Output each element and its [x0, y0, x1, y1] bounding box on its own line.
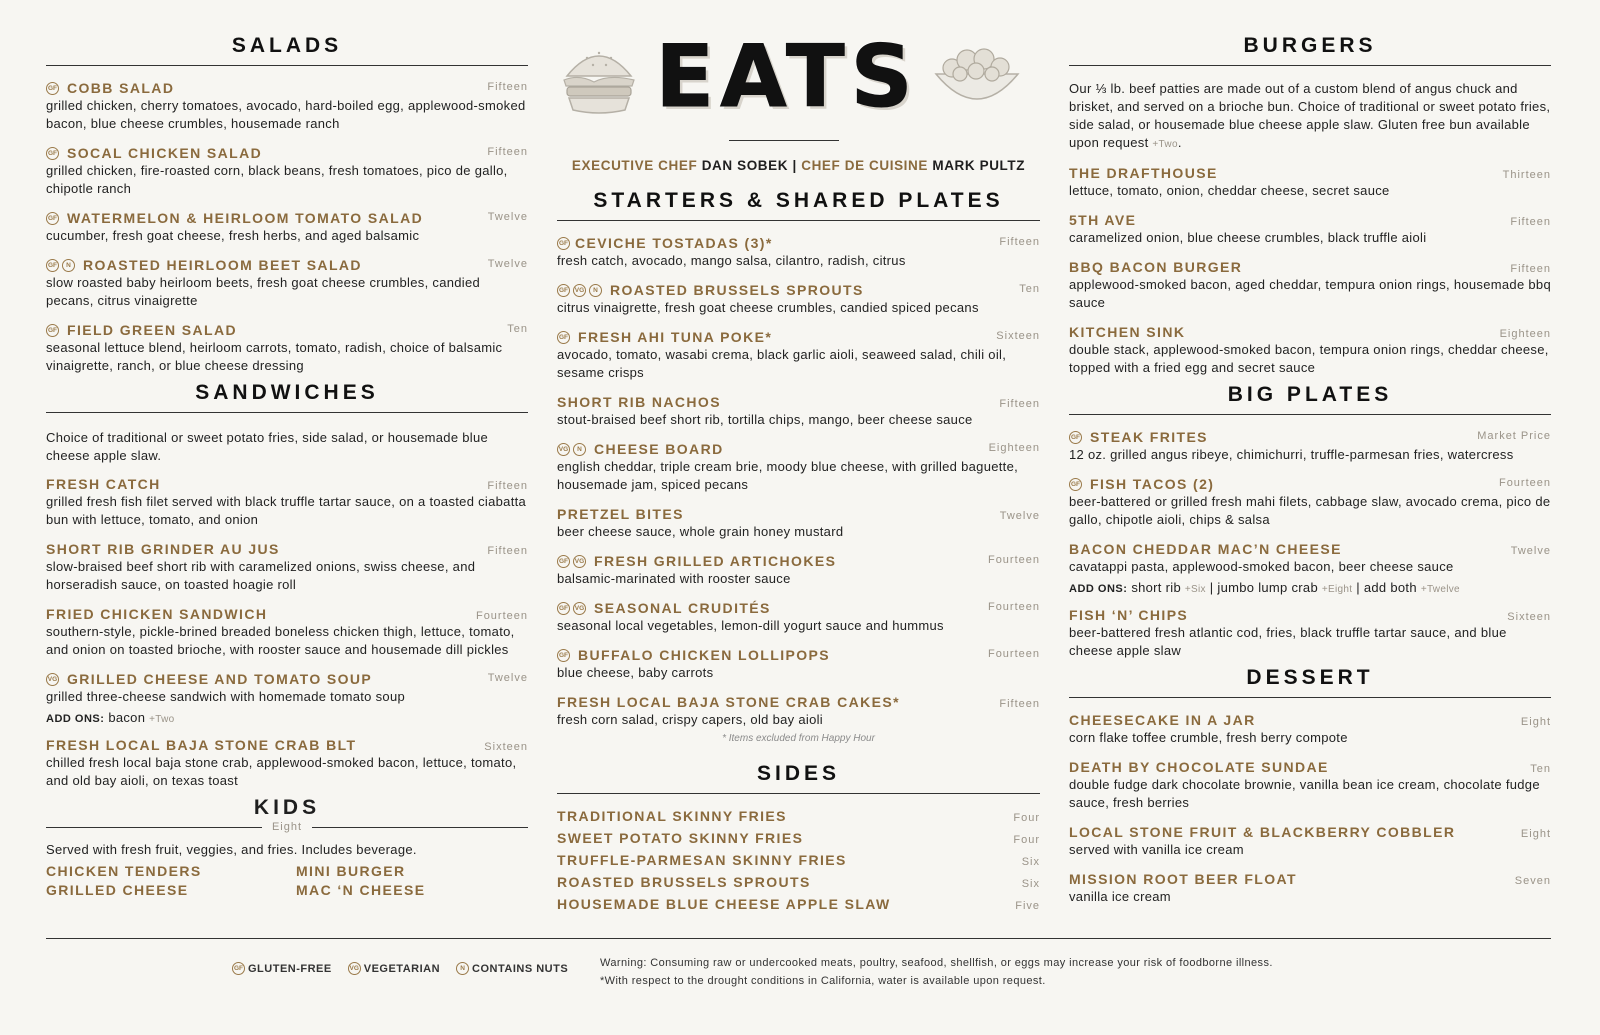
menu-item — [557, 694, 1040, 729]
dietary-legend — [232, 962, 568, 975]
menu-item — [1069, 476, 1551, 529]
gluten-free-icon: GF — [557, 602, 570, 615]
left-column — [46, 30, 528, 898]
item-name: FRIED CHICKEN SANDWICH — [46, 606, 268, 622]
item-name: CHEESECAKE IN A JAR — [1069, 712, 1256, 728]
gluten-free-icon: GF — [232, 962, 245, 975]
item-description: slow-braised beef short rib with caramelized onions, swiss cheese, and horseradish sauce, on toasted hoagie roll — [46, 559, 476, 592]
footer-notices — [600, 954, 1273, 990]
gluten-free-icon: GF — [557, 284, 570, 297]
menu-item — [46, 671, 528, 706]
item-price: Six — [1021, 856, 1040, 868]
menu-item — [46, 541, 528, 594]
contains-nuts-icon: N — [62, 259, 75, 272]
item-name: STEAK FRITES — [1090, 429, 1208, 445]
exec-chef-label: EXECUTIVE CHEF — [571, 158, 698, 173]
menu-item — [1069, 712, 1551, 747]
addon-text: add both — [1363, 580, 1417, 595]
menu-item — [1069, 607, 1551, 660]
addon-price: +Two — [149, 714, 175, 725]
item-price: Sixteen — [484, 741, 528, 753]
happy-hour-note: * Items excluded from Happy Hour — [722, 733, 875, 744]
item-price: Fifteen — [487, 145, 528, 158]
vegetarian-icon: VG — [573, 284, 586, 297]
item-price: Ten — [1530, 763, 1551, 775]
item-price: Twelve — [487, 671, 528, 684]
vegetarian-icon: VG — [46, 673, 59, 686]
item-name: ROASTED BRUSSELS SPROUTS — [557, 874, 811, 890]
item-price: Twelve — [487, 257, 528, 270]
kids-rule — [46, 821, 528, 833]
addon-price: +Twelve — [1420, 584, 1460, 595]
menu-item — [557, 329, 1040, 382]
item-price: Sixteen — [1507, 611, 1551, 623]
item-price: Market Price — [1477, 429, 1551, 442]
item-description: stout-braised beef short rib, tortilla chips, mango, beer cheese sauce — [557, 412, 973, 427]
gluten-free-icon: GF — [557, 237, 570, 250]
item-name: CEVICHE TOSTADAS (3)* — [575, 235, 773, 251]
menu-item — [1069, 541, 1551, 576]
item-name: CHEESE BOARD — [594, 441, 724, 457]
item-price: Eight — [1520, 716, 1551, 728]
item-price: Fifteen — [1510, 216, 1551, 228]
item-price: Fourteen — [475, 610, 528, 622]
dessert-title: DESSERT — [1069, 666, 1551, 698]
item-description: beer-battered fresh atlantic cod, fries, black truffle tartar sauce, and blue cheese apple slaw — [1069, 625, 1507, 658]
gluten-free-icon: GF — [557, 649, 570, 662]
item-description: southern-style, pickle-brined breaded boneless chicken thigh, lettuce, tomato, and onion on toasted brioche, with rooster sauce and housemade dill pickles — [46, 624, 515, 657]
kids-title: KIDS — [253, 796, 321, 819]
salads-title: SALADS — [46, 34, 528, 66]
kids-note: Served with fresh fruit, veggies, and fries. Includes beverage. — [46, 842, 417, 857]
gluten-free-icon: GF — [46, 212, 59, 225]
item-price: Four — [1013, 834, 1040, 846]
item-description: avocado, tomato, wasabi crema, black garlic aioli, seaweed salad, chili oil, sesame crisps — [557, 347, 1007, 380]
menu-item — [1069, 212, 1551, 247]
item-name: KITCHEN SINK — [1069, 324, 1186, 340]
item-description: vanilla ice cream — [1069, 889, 1171, 904]
contains-nuts-icon: N — [456, 962, 469, 975]
gluten-free-icon: GF — [46, 82, 59, 95]
item-name: PRETZEL BITES — [557, 506, 684, 522]
item-price: Fifteen — [487, 480, 528, 492]
item-description: grilled chicken, cherry tomatoes, avocado, hard-boiled egg, applewood-smoked bacon, blue cheese crumbles, housemade ranch — [46, 98, 526, 131]
item-price: Fifteen — [1510, 263, 1551, 275]
item-name: ROASTED BRUSSELS SPROUTS — [610, 282, 864, 298]
eats-header — [557, 27, 1040, 140]
item-description: seasonal lettuce blend, heirloom carrots, tomato, radish, choice of balsamic vinaigrette, ranch, or blue cheese dressing — [46, 340, 503, 373]
item-name: COBB SALAD — [67, 80, 175, 96]
item-description: seasonal local vegetables, lemon-dill yogurt sauce and hummus — [557, 618, 944, 633]
item-description: english cheddar, triple cream brie, moody blue cheese, with grilled baguette, housemade jam, spiced pecans — [557, 459, 1019, 492]
addon-text: jumbo lump crab — [1217, 580, 1318, 595]
menu-item — [557, 553, 1040, 588]
item-description: blue cheese, baby carrots — [557, 665, 714, 680]
gluten-free-icon: GF — [46, 324, 59, 337]
gluten-free-icon: GF — [557, 331, 570, 344]
item-description: grilled chicken, fire-roasted corn, black beans, fresh tomatoes, pico de gallo, chipotle ranch — [46, 163, 508, 196]
menu-item — [1069, 824, 1551, 859]
menu-item — [1069, 871, 1551, 906]
item-description: cavatappi pasta, applewood-smoked bacon, beer cheese sauce — [1069, 559, 1454, 574]
item-name: TRUFFLE-PARMESAN SKINNY FRIES — [557, 852, 847, 868]
gluten-free-icon: GF — [46, 147, 59, 160]
item-description: beer cheese sauce, whole grain honey mustard — [557, 524, 844, 539]
menu-item — [557, 600, 1040, 635]
item-name: SWEET POTATO SKINNY FRIES — [557, 830, 804, 846]
vegetarian-icon: VG — [573, 555, 586, 568]
chef-credits — [557, 158, 1040, 173]
item-description: 12 oz. grilled angus ribeye, chimichurri, truffle-parmesan fries, watercress — [1069, 447, 1514, 462]
menu-item — [557, 235, 1040, 270]
addon-text: bacon — [108, 710, 146, 725]
item-price: Eighteen — [988, 441, 1040, 454]
item-description: grilled three-cheese sandwich with homemade tomato soup — [46, 689, 406, 704]
vegetarian-icon: VG — [557, 443, 570, 456]
item-name: FISH ‘N’ CHIPS — [1069, 607, 1189, 623]
sandwich-addons — [46, 710, 528, 725]
addon-label: ADD ONS: — [46, 713, 105, 725]
item-name: BUFFALO CHICKEN LOLLIPOPS — [578, 647, 830, 663]
right-column — [1069, 30, 1551, 918]
side-item — [557, 874, 1040, 890]
item-price: Fourteen — [987, 553, 1040, 566]
menu-item — [557, 394, 1040, 429]
item-description: cucumber, fresh goat cheese, fresh herbs, and aged balsamic — [46, 228, 420, 243]
item-description: grilled fresh fish filet served with black truffle tartar sauce, on a toasted ciabatta bun with lettuce, tomato, and onion — [46, 494, 527, 527]
sides-title: SIDES — [557, 762, 1040, 794]
addon-label: ADD ONS: — [1069, 583, 1128, 595]
item-name: 5TH AVE — [1069, 212, 1137, 228]
item-description: applewood-smoked bacon, aged cheddar, tempura onion rings, housemade bbq sauce — [1069, 277, 1551, 310]
footer-divider — [46, 938, 1551, 939]
addon-separator: | — [1209, 580, 1214, 595]
item-name: FRESH AHI TUNA POKE* — [578, 329, 773, 345]
menu-item — [1069, 429, 1551, 464]
menu-item — [46, 210, 528, 245]
legend-contains-nuts: CONTAINS NUTS — [472, 962, 569, 975]
item-price: Eighteen — [1499, 328, 1551, 340]
item-name: LOCAL STONE FRUIT & BLACKBERRY COBBLER — [1069, 824, 1456, 840]
item-price: Fourteen — [987, 600, 1040, 613]
mac-addons — [1069, 580, 1551, 595]
sandwiches-title: SANDWICHES — [46, 381, 528, 413]
burgers-note-text: Our ⅓ lb. beef patties are made out of a custom blend of angus chuck and brisket, and served on a brioche bun. Choice of traditional or sweet potato fries, side salad, or housemade blue cheese apple slaw. Gluten free bun available upon request — [1069, 81, 1551, 150]
kids-price: Eight — [271, 821, 303, 833]
item-description: chilled fresh local baja stone crab, applewood-smoked bacon, lettuce, tomato, and old bay aioli, on texas toast — [46, 755, 517, 788]
middle-column — [557, 27, 1040, 918]
item-name: SHORT RIB GRINDER AU JUS — [46, 541, 280, 557]
item-name: HOUSEMADE BLUE CHEESE APPLE SLAW — [557, 896, 891, 912]
item-name: SEASONAL CRUDITÉS — [594, 600, 771, 616]
item-name: FISH TACOS (2) — [1090, 476, 1215, 492]
item-name: MISSION ROOT BEER FLOAT — [1069, 871, 1297, 887]
item-price: Twelve — [999, 510, 1040, 522]
menu-item — [46, 145, 528, 198]
item-description: lettuce, tomato, onion, cheddar cheese, secret sauce — [1069, 183, 1390, 198]
item-description: beer-battered or grilled fresh mahi filets, cabbage slaw, avocado crema, pico de gallo, chipotle aioli, chips & salsa — [1069, 494, 1551, 527]
item-price: Fifteen — [999, 235, 1040, 248]
item-name: FRESH GRILLED ARTICHOKES — [594, 553, 837, 569]
item-description: served with vanilla ice cream — [1069, 842, 1244, 857]
gluten-free-icon: GF — [557, 555, 570, 568]
item-description: citrus vinaigrette, fresh goat cheese crumbles, candied spiced pecans — [557, 300, 979, 315]
menu-item — [557, 282, 1040, 317]
menu-item — [46, 606, 528, 659]
item-name: FIELD GREEN SALAD — [67, 322, 238, 338]
starters-title: STARTERS & SHARED PLATES — [557, 189, 1040, 221]
addon-price: +Eight — [1321, 584, 1353, 595]
side-item — [557, 830, 1040, 846]
item-name: BBQ BACON BURGER — [1069, 259, 1243, 275]
contains-nuts-icon: N — [573, 443, 586, 456]
menu-item — [46, 80, 528, 133]
item-price: Four — [1013, 812, 1040, 824]
chef-separator: | — [792, 158, 797, 173]
item-name: FRESH CATCH — [46, 476, 161, 492]
addon-price: +Six — [1184, 584, 1206, 595]
side-item — [557, 852, 1040, 868]
item-price: Ten — [1019, 282, 1040, 295]
gluten-free-bun-price: +Two — [1152, 139, 1178, 150]
menu-item — [1069, 259, 1551, 312]
title-divider — [729, 140, 839, 141]
gluten-free-icon: GF — [1069, 431, 1082, 444]
menu-item — [1069, 324, 1551, 377]
addon-separator: | — [1356, 580, 1360, 595]
side-item — [557, 896, 1040, 912]
item-price: Fifteen — [999, 698, 1040, 710]
menu-item — [557, 441, 1040, 494]
item-price: Fifteen — [999, 398, 1040, 410]
item-name: FRESH LOCAL BAJA STONE CRAB CAKES* — [557, 694, 900, 710]
menu-item — [557, 506, 1040, 541]
kids-item: MINI BURGER — [296, 863, 406, 879]
drought-notice: *With respect to the drought conditions in California, water is available upon request. — [600, 975, 1046, 987]
item-description: slow roasted baby heirloom beets, fresh goat cheese crumbles, candied pecans, citrus vinaigrette — [46, 275, 481, 308]
kids-item: MAC ‘N CHEESE — [296, 882, 426, 898]
page-title: EATS — [655, 27, 919, 127]
legend-gluten-free: GLUTEN-FREE — [248, 962, 332, 975]
cuisine-chef-label: CHEF DE CUISINE — [801, 158, 928, 173]
gluten-free-icon: GF — [1069, 478, 1082, 491]
item-name: GRILLED CHEESE AND TOMATO SOUP — [67, 671, 373, 687]
item-name: WATERMELON & HEIRLOOM TOMATO SALAD — [67, 210, 424, 226]
menu-item — [46, 476, 528, 529]
burger-icon — [559, 38, 639, 118]
item-name: SHORT RIB NACHOS — [557, 394, 721, 410]
gluten-free-icon: GF — [46, 259, 59, 272]
item-price: Five — [1015, 900, 1040, 912]
item-price: Twelve — [487, 210, 528, 223]
kids-items — [46, 863, 528, 898]
foodborne-warning: Warning: Consuming raw or undercooked meats, poultry, seafood, shellfish, or eggs may increase your risk of foodborne illness. — [600, 957, 1273, 969]
vegetarian-icon: VG — [573, 602, 586, 615]
item-price: Eight — [1520, 828, 1551, 840]
item-price: Ten — [507, 322, 528, 335]
big-plates-title: BIG PLATES — [1069, 383, 1551, 415]
item-description: fresh corn salad, crispy capers, old bay aioli — [557, 712, 823, 727]
kids-item: GRILLED CHEESE — [46, 882, 189, 898]
item-description: caramelized onion, blue cheese crumbles, black truffle aioli — [1069, 230, 1427, 245]
item-price: Thirteen — [1502, 169, 1551, 181]
item-name: SOCAL CHICKEN SALAD — [67, 145, 263, 161]
burgers-title: BURGERS — [1069, 34, 1551, 66]
item-price: Six — [1021, 878, 1040, 890]
item-price: Fifteen — [487, 80, 528, 93]
item-description: corn flake toffee crumble, fresh berry compote — [1069, 730, 1348, 745]
item-name: TRADITIONAL SKINNY FRIES — [557, 808, 787, 824]
kids-item: CHICKEN TENDERS — [46, 863, 202, 879]
item-name: DEATH BY CHOCOLATE SUNDAE — [1069, 759, 1329, 775]
cuisine-chef-name: MARK PULTZ — [932, 158, 1026, 173]
item-price: Seven — [1514, 875, 1551, 887]
item-price: Fourteen — [987, 647, 1040, 660]
menu-item — [1069, 759, 1551, 812]
item-price: Sixteen — [996, 329, 1040, 342]
addon-text: short rib — [1131, 580, 1181, 595]
item-description: fresh catch, avocado, mango salsa, cilantro, radish, citrus — [557, 253, 906, 268]
item-name: THE DRAFTHOUSE — [1069, 165, 1218, 181]
menu-item — [46, 322, 528, 375]
menu-item — [1069, 165, 1551, 200]
sandwiches-note: Choice of traditional or sweet potato fries, side salad, or housemade blue cheese apple slaw. — [46, 430, 489, 463]
item-description: balsamic-marinated with rooster sauce — [557, 571, 791, 586]
item-price: Twelve — [1510, 545, 1551, 557]
item-description: double stack, applewood-smoked bacon, tempura onion rings, cheddar cheese, topped with a fried egg and secret sauce — [1069, 342, 1549, 375]
menu-item — [557, 647, 1040, 682]
item-price: Fifteen — [487, 545, 528, 557]
menu-item — [46, 737, 528, 790]
item-price: Fourteen — [1498, 476, 1551, 489]
exec-chef-name: DAN SOBEK — [701, 158, 789, 173]
item-name: ROASTED HEIRLOOM BEET SALAD — [83, 257, 362, 273]
legend-vegetarian: VEGETARIAN — [363, 962, 441, 975]
vegetarian-icon: VG — [348, 962, 361, 975]
side-item — [557, 808, 1040, 824]
contains-nuts-icon: N — [589, 284, 602, 297]
menu-item — [46, 257, 528, 310]
burgers-note: Our ⅓ lb. beef patties are made out of a custom blend of angus chuck and brisket, and served on a brioche bun. Choice of traditional or sweet potato fries, side salad, or housemade blue cheese apple slaw. Gluten free bun available upon request +Two. — [1069, 81, 1551, 150]
item-name: FRESH LOCAL BAJA STONE CRAB BLT — [46, 737, 357, 753]
item-name: BACON CHEDDAR MAC’N CHEESE — [1069, 541, 1342, 557]
salad-bowl-icon — [932, 44, 1022, 114]
item-description: double fudge dark chocolate brownie, vanilla bean ice cream, chocolate fudge sauce, fresh berries — [1069, 777, 1540, 810]
